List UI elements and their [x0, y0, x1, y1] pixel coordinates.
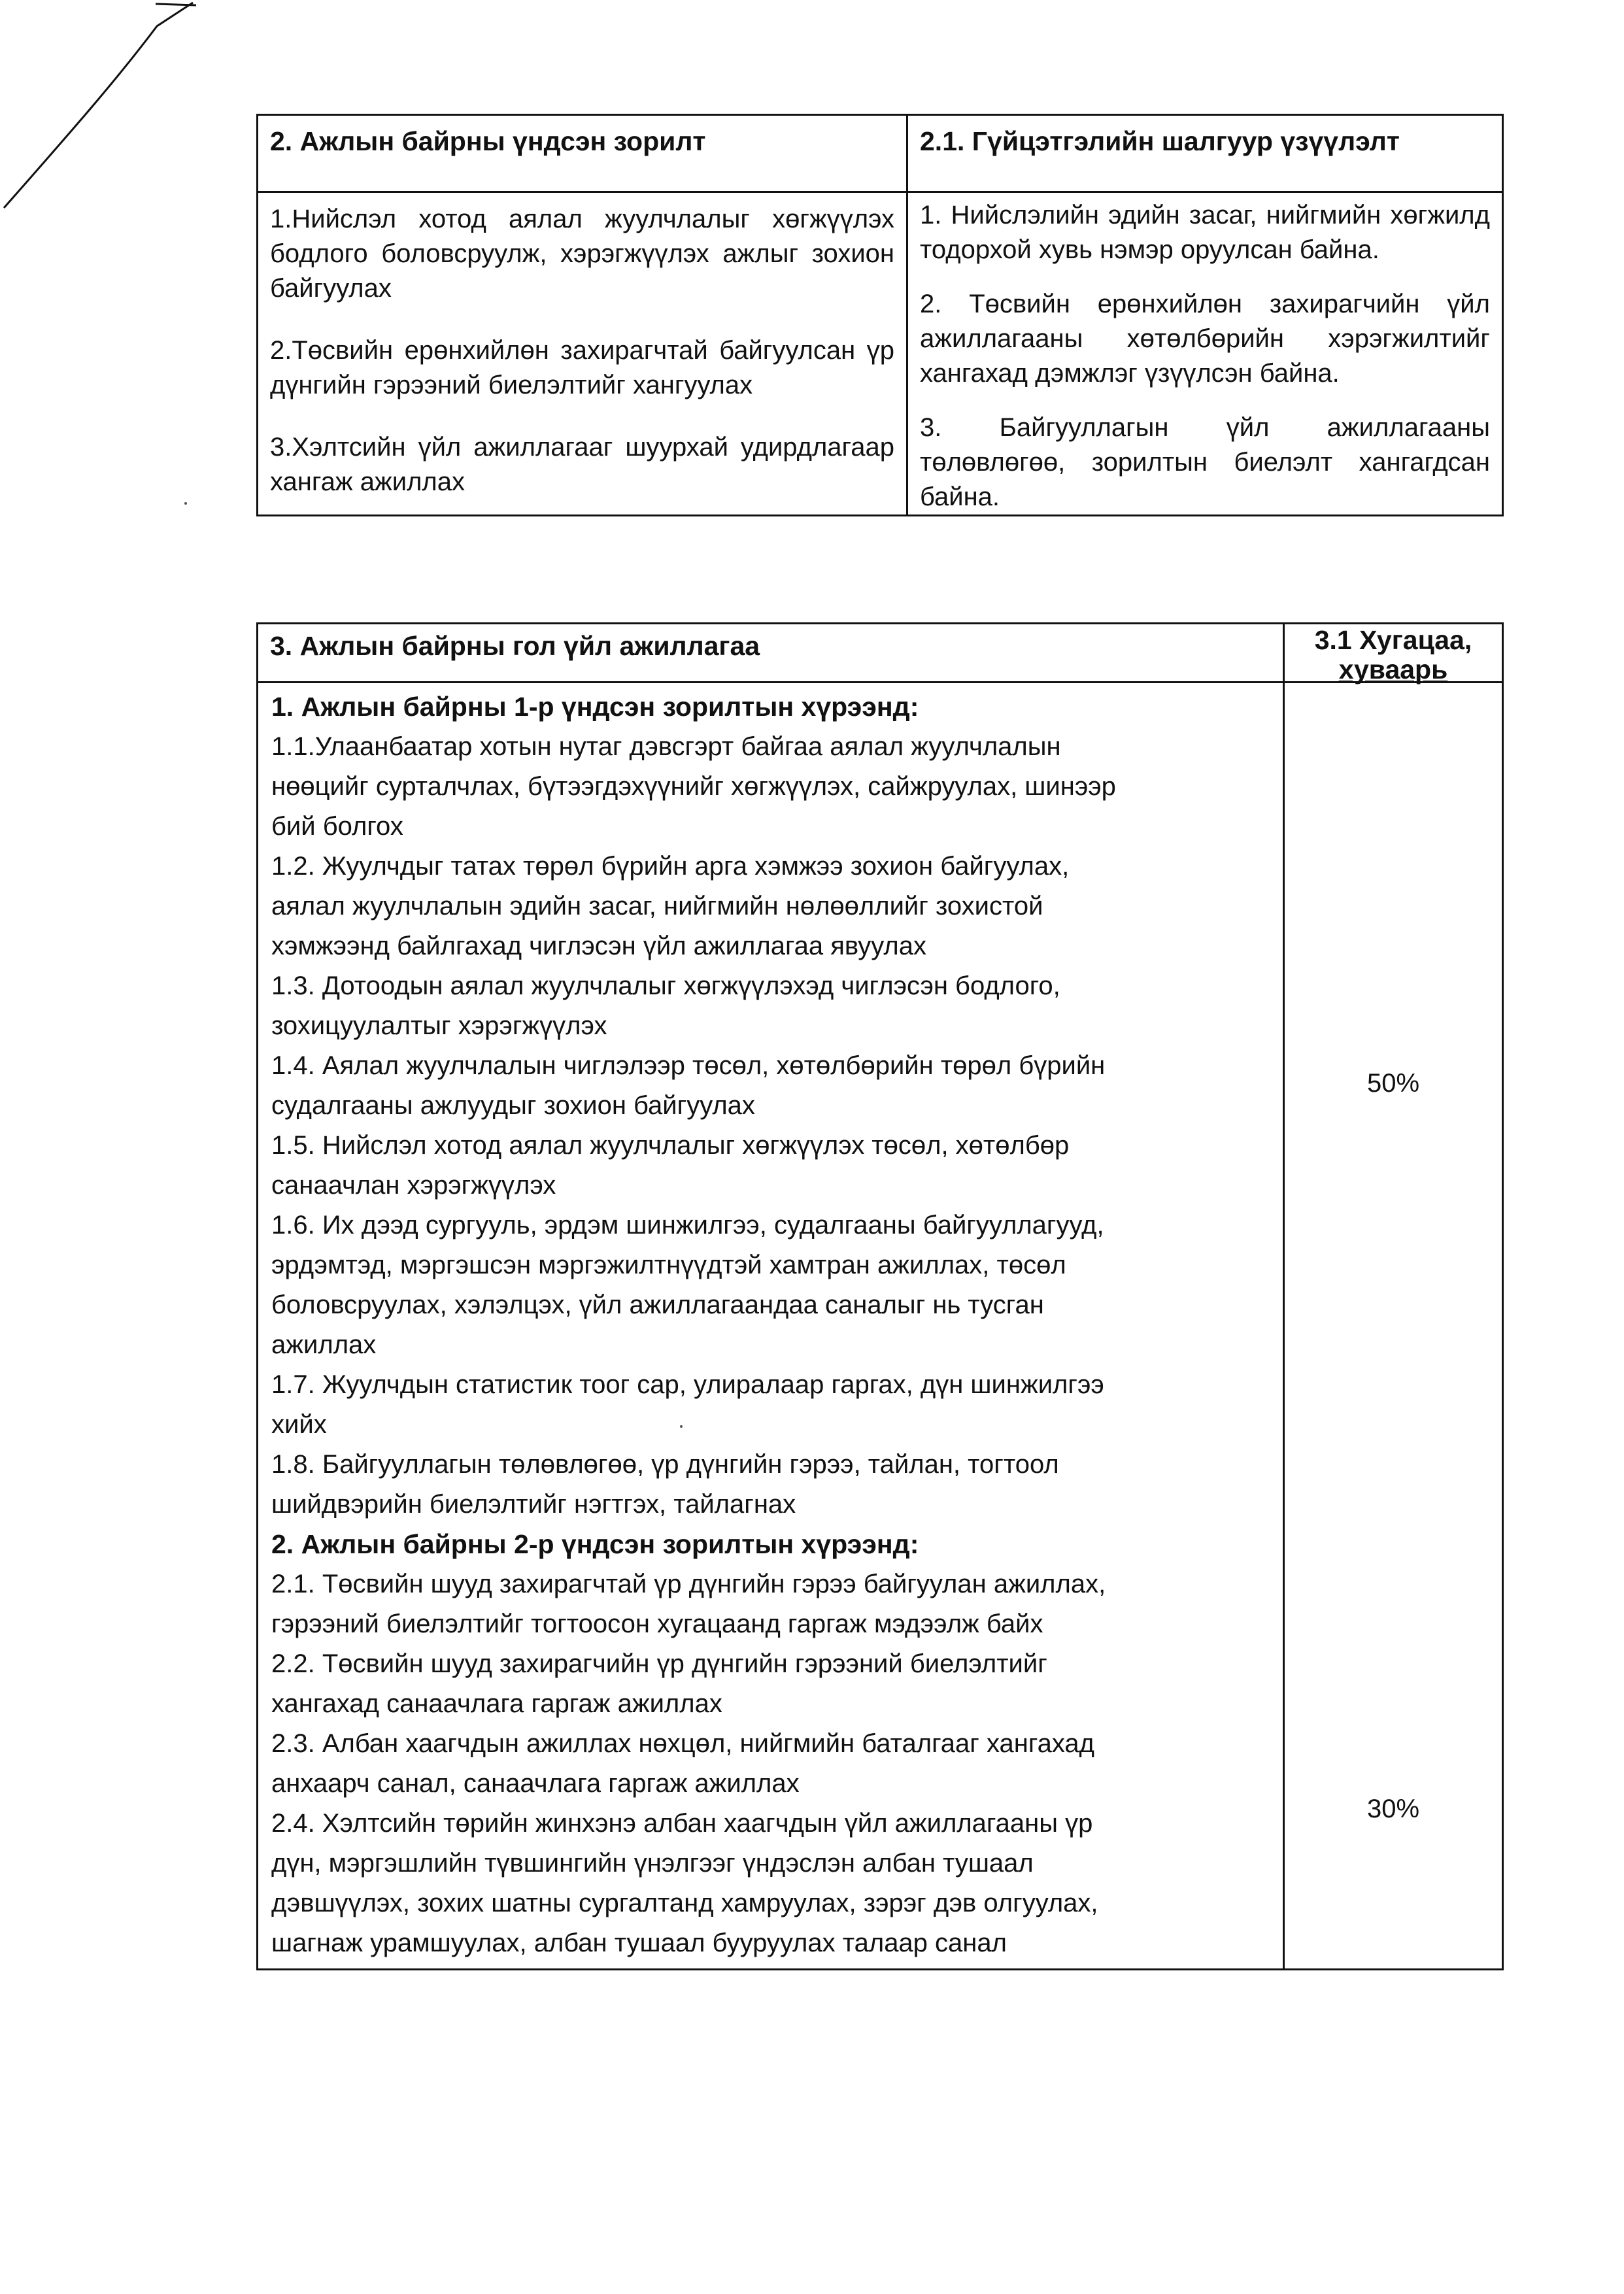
scan-speck	[184, 502, 187, 505]
activity-line: 1.1.Улаанбаатар хотын нутаг дэвсгэрт байгаа аялал жуулчлалын	[271, 732, 1061, 761]
activity-line: аялал жуулчлалын эдийн засаг, нийгмийн нөлөөллийг зохистой	[271, 892, 1043, 920]
activity-line: хийх	[271, 1410, 327, 1439]
activity-line: нөөцийг сурталчлах, бүтээгдэхүүнийг хөгжүүлэх, сайжруулах, шинээр	[271, 772, 1116, 801]
goal2-activities	[271, 1564, 1274, 1963]
activity-line: 2.1. Төсвийн шууд захирагчтай үр дүнгийн гэрээ байгуулан ажиллах,	[271, 1570, 1106, 1598]
activity-line: 1.4. Аялал жуулчлалын чиглэлээр төсөл, хөтөлбөрийн төрөл бүрийн	[271, 1051, 1106, 1080]
goal2-percent: 30%	[1366, 1795, 1420, 1823]
activity-line: дэвшүүлэх, зохих шатны сургалтанд хамруулах, зэрэг дэв олгуулах,	[271, 1889, 1098, 1917]
schedule-header	[1285, 624, 1502, 683]
criteria-item: 2. Төсвийн ерөнхийлөн захирагчийн үйл ажиллагааны хөтөлбөрийн хэрэгжилтийг хангахад дэмжлэг үзүүлсэн байна.	[920, 290, 1490, 388]
goals-header: 2. Ажлын байрны үндсэн зорилт	[258, 116, 908, 193]
goal1-activities	[271, 727, 1274, 1525]
criteria-item: 3. Байгууллагын үйл ажиллагааны төлөвлөгөө, зорилтын биелэлт хангагдсан байна.	[920, 413, 1490, 511]
activity-line: эрдэмтэд, мэргэшсэн мэргэжилтнүүдтэй хамтран ажиллах, төсөл	[271, 1251, 1066, 1279]
goals-header-row	[258, 116, 1502, 193]
goals-body-row	[258, 193, 1502, 514]
criteria-header: 2.1. Гүйцэтгэлийн шалгуур үзүүлэлт	[908, 116, 1502, 193]
activities-table	[256, 622, 1504, 1970]
activity-line: хэмжээнд байлгахад чиглэсэн үйл ажиллагаа явуулах	[271, 932, 926, 960]
activities-header-row	[258, 624, 1502, 683]
activity-line: 2.4. Хэлтсийн төрийн жинхэнэ албан хаагчдын үйл ажиллагааны үр	[271, 1809, 1093, 1838]
schedule-header-line1: 3.1 Хугацаа,	[1314, 625, 1472, 655]
schedule-cell	[1285, 683, 1502, 1968]
activities-body-row	[258, 683, 1502, 1968]
activity-line: гэрээний биелэлтийг тогтоосон хугацаанд гаргаж мэдээлж байх	[271, 1610, 1043, 1638]
activity-line: 1.8. Байгууллагын төлөвлөгөө, үр дүнгийн гэрээ, тайлан, тогтоол	[271, 1450, 1059, 1479]
criteria-item: 1. Нийслэлийн эдийн засаг, нийгмийн хөгжилд тодорхой хувь нэмэр оруулсан байна.	[920, 201, 1490, 264]
activity-line: дүн, мэргэшлийн түвшингийн үнэлгээг үндэслэн албан тушаал	[271, 1849, 1034, 1878]
goals-table	[256, 114, 1504, 516]
goal1-heading: 1. Ажлын байрны 1-р үндсэн зорилтын хүрээнд:	[271, 692, 919, 722]
activity-line: 1.5. Нийслэл хотод аялал жуулчлалыг хөгжүүлэх төсөл, хөтөлбөр	[271, 1131, 1070, 1160]
goal1-percent: 50%	[1366, 1069, 1420, 1098]
goal2-heading: 2. Ажлын байрны 2-р үндсэн зорилтын хүрээнд:	[271, 1529, 919, 1559]
scan-speck	[680, 1425, 683, 1428]
goal-item: 1.Нийслэл хотод аялал жуулчлалыг хөгжүүлэх бодлого боловсруулж, хэрэгжүүлэх ажлыг зохион байгуулах	[270, 205, 894, 303]
goals-cell	[258, 193, 908, 514]
activity-line: ажиллах	[271, 1330, 377, 1359]
activity-line: шагнаж урамшуулах, албан тушаал бууруулах талаар санал	[271, 1929, 1007, 1957]
activities-cell	[258, 683, 1285, 1968]
activity-line: 1.7. Жуулчдын статистик тоог сар, улиралаар гаргах, дүн шинжилгээ	[271, 1370, 1104, 1399]
activity-line: боловсруулах, хэлэлцэх, үйл ажиллагаандаа саналыг нь тусган	[271, 1290, 1044, 1319]
criteria-cell	[908, 193, 1502, 514]
schedule-header-line2: хуваарь	[1338, 654, 1448, 684]
activity-line: хангахад санаачлага гаргаж ажиллах	[271, 1689, 722, 1718]
goal-item: 2.Төсвийн ерөнхийлөн захирагчтай байгуулсан үр дүнгийн гэрээний биелэлтийг хангуулах	[270, 336, 894, 399]
activity-line: судалгааны ажлуудыг зохион байгуулах	[271, 1091, 755, 1120]
activity-line: 1.2. Жуулчдыг татах төрөл бүрийн арга хэмжээ зохион байгуулах,	[271, 852, 1070, 881]
pen-mark	[0, 0, 209, 222]
activity-line: шийдвэрийн биелэлтийг нэгтгэх, тайлагнах	[271, 1490, 796, 1519]
activity-line: зохицуулалтыг хэрэгжүүлэх	[271, 1011, 607, 1040]
goal-item: 3.Хэлтсийн үйл ажиллагааг шуурхай удирдлагаар хангаж ажиллах	[270, 433, 894, 496]
activity-line: анхаарч санал, санаачлага гаргаж ажиллах	[271, 1769, 800, 1798]
activity-line: 2.3. Албан хаагчдын ажиллах нөхцөл, нийгмийн баталгааг хангахад	[271, 1729, 1094, 1758]
activities-header: 3. Ажлын байрны гол үйл ажиллагаа	[258, 624, 1285, 683]
activity-line: 1.3. Дотоодын аялал жуулчлалыг хөгжүүлэхэд чиглэсэн бодлого,	[271, 971, 1060, 1000]
activity-line: 2.2. Төсвийн шууд захирагчийн үр дүнгийн гэрээний биелэлтийг	[271, 1649, 1047, 1678]
activity-line: бий болгох	[271, 812, 403, 841]
activity-line: санаачлан хэрэгжүүлэх	[271, 1171, 556, 1200]
activity-line: 1.6. Их дээд сургууль, эрдэм шинжилгээ, судалгааны байгууллагууд,	[271, 1211, 1104, 1240]
